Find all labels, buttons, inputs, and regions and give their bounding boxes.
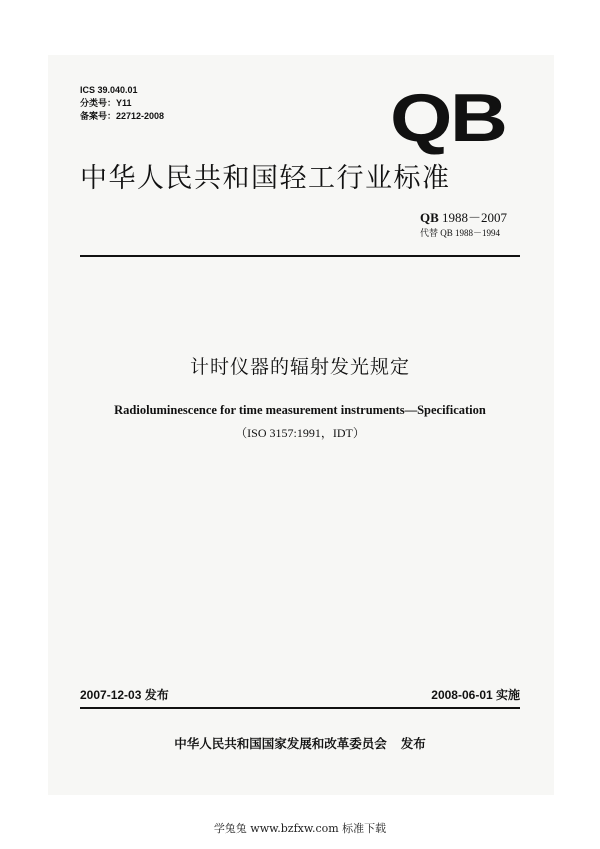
ics-code: ICS 39.040.01 — [80, 85, 138, 95]
standard-number-value: 1988－2007 — [442, 210, 508, 225]
implementation-date: 2008-06-01 实施 — [431, 688, 520, 702]
publish-date: 2007-12-03 发布 — [80, 688, 169, 702]
organization-title: 中华人民共和国轻工行业标准 — [80, 163, 451, 194]
replaces-standard: 代替 QB 1988－1994 — [420, 228, 501, 238]
classification-number: 分类号：Y11 — [80, 98, 132, 108]
issuer-name: 中华人民共和国国家发展和改革委员会 — [174, 736, 387, 751]
qb-logo: QB — [390, 80, 506, 156]
issuer-action: 发布 — [400, 736, 426, 751]
standard-number — [420, 211, 507, 225]
document-title-chinese: 计时仪器的辐射发光规定 — [189, 356, 410, 378]
footer-divider — [80, 707, 520, 709]
issuer-line — [0, 736, 600, 752]
standard-number-prefix: QB — [420, 210, 439, 225]
iso-reference: （ISO 3157:1991，IDT） — [235, 426, 365, 440]
header-divider — [80, 255, 520, 257]
watermark-footer: 学兔兔 www.bzfxw.com 标准下载 — [213, 822, 387, 835]
registration-number: 备案号：22712-2008 — [80, 111, 165, 121]
document-title-english: Radioluminescence for time measurement instruments—Specification — [114, 403, 486, 417]
